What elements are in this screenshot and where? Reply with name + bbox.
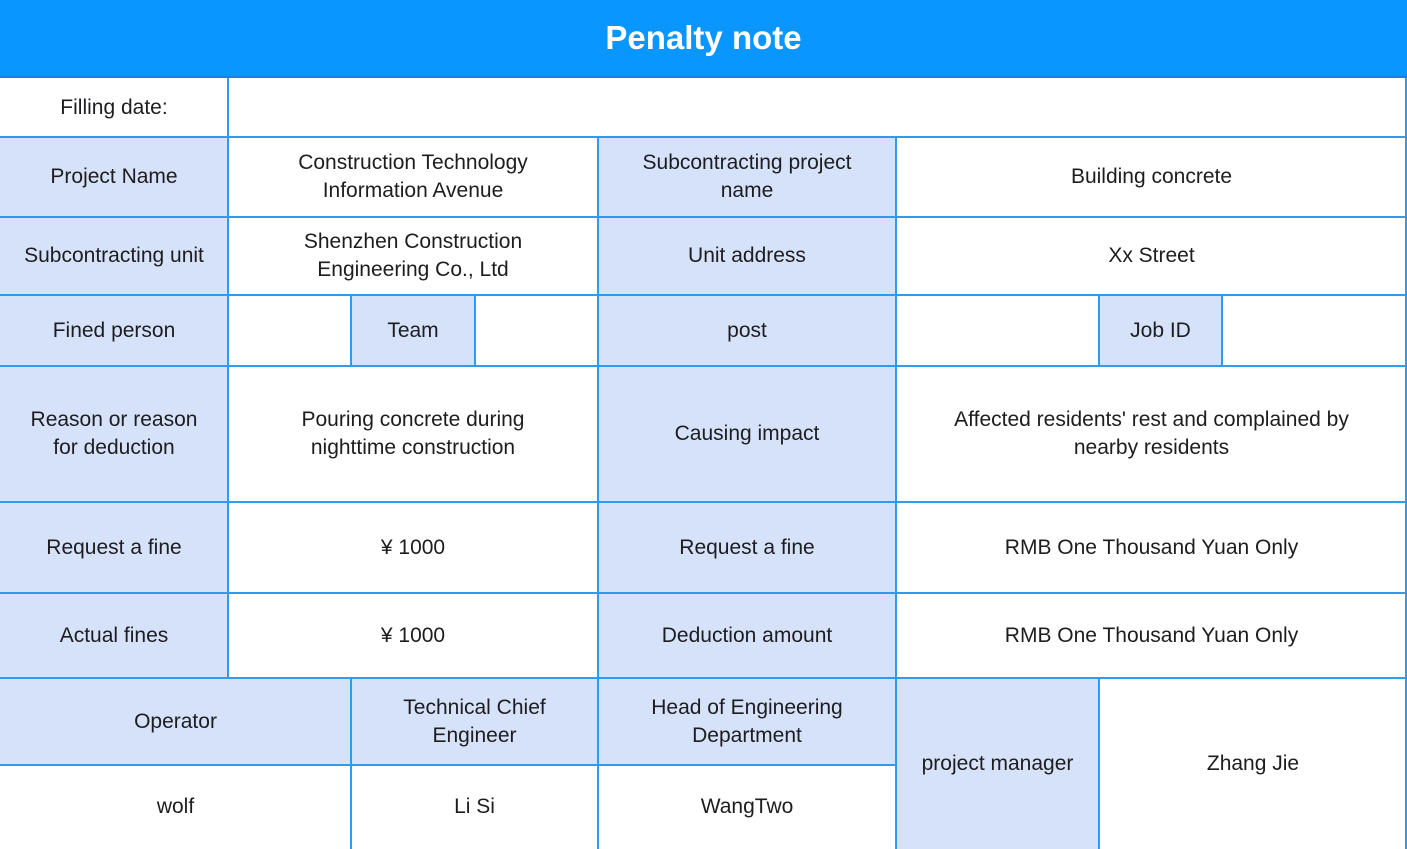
team-label: Team (351, 295, 475, 366)
filling-date-label: Filling date: (0, 78, 228, 137)
impact-value[interactable]: Affected residents' rest and complained by nearby residents (896, 366, 1407, 502)
operator-label: Operator (0, 678, 351, 765)
deduction-amount-label: Deduction amount (598, 593, 896, 678)
fined-person-label: Fined person (0, 295, 228, 366)
form-title: Penalty note (0, 0, 1407, 78)
reason-value[interactable]: Pouring concrete during nighttime construction (228, 366, 598, 502)
project-manager-value[interactable]: Zhang Jie (1099, 678, 1407, 849)
request-fine-value[interactable]: ¥ 1000 (228, 502, 598, 593)
operator-value[interactable]: wolf (0, 765, 351, 849)
project-name-value[interactable]: Construction Technology Information Avenue (228, 137, 598, 217)
actual-fines-label: Actual fines (0, 593, 228, 678)
table-border (0, 78, 1407, 849)
reason-label: Reason or reason for deduction (0, 366, 228, 502)
head-engineering-label: Head of Engineering Department (598, 678, 896, 765)
unit-address-label: Unit address (598, 217, 896, 295)
impact-label: Causing impact (598, 366, 896, 502)
project-name-label: Project Name (0, 137, 228, 217)
subcontracting-unit-label: Subcontracting unit (0, 217, 228, 295)
technical-chief-engineer-label: Technical Chief Engineer (351, 678, 598, 765)
request-fine-words-value[interactable]: RMB One Thousand Yuan Only (896, 502, 1407, 593)
request-fine-label: Request a fine (0, 502, 228, 593)
job-id-label: Job ID (1099, 295, 1222, 366)
technical-chief-engineer-value[interactable]: Li Si (351, 765, 598, 849)
post-label: post (598, 295, 896, 366)
request-fine-words-label: Request a fine (598, 502, 896, 593)
actual-fines-value[interactable]: ¥ 1000 (228, 593, 598, 678)
subcontracting-unit-value[interactable]: Shenzhen Construction Engineering Co., Ltd (228, 217, 598, 295)
subcontracting-project-name-label: Subcontracting project name (598, 137, 896, 217)
subcontracting-project-name-value[interactable]: Building concrete (896, 137, 1407, 217)
unit-address-value[interactable]: Xx Street (896, 217, 1407, 295)
head-engineering-value[interactable]: WangTwo (598, 765, 896, 849)
deduction-amount-value[interactable]: RMB One Thousand Yuan Only (896, 593, 1407, 678)
project-manager-label: project manager (896, 678, 1099, 849)
